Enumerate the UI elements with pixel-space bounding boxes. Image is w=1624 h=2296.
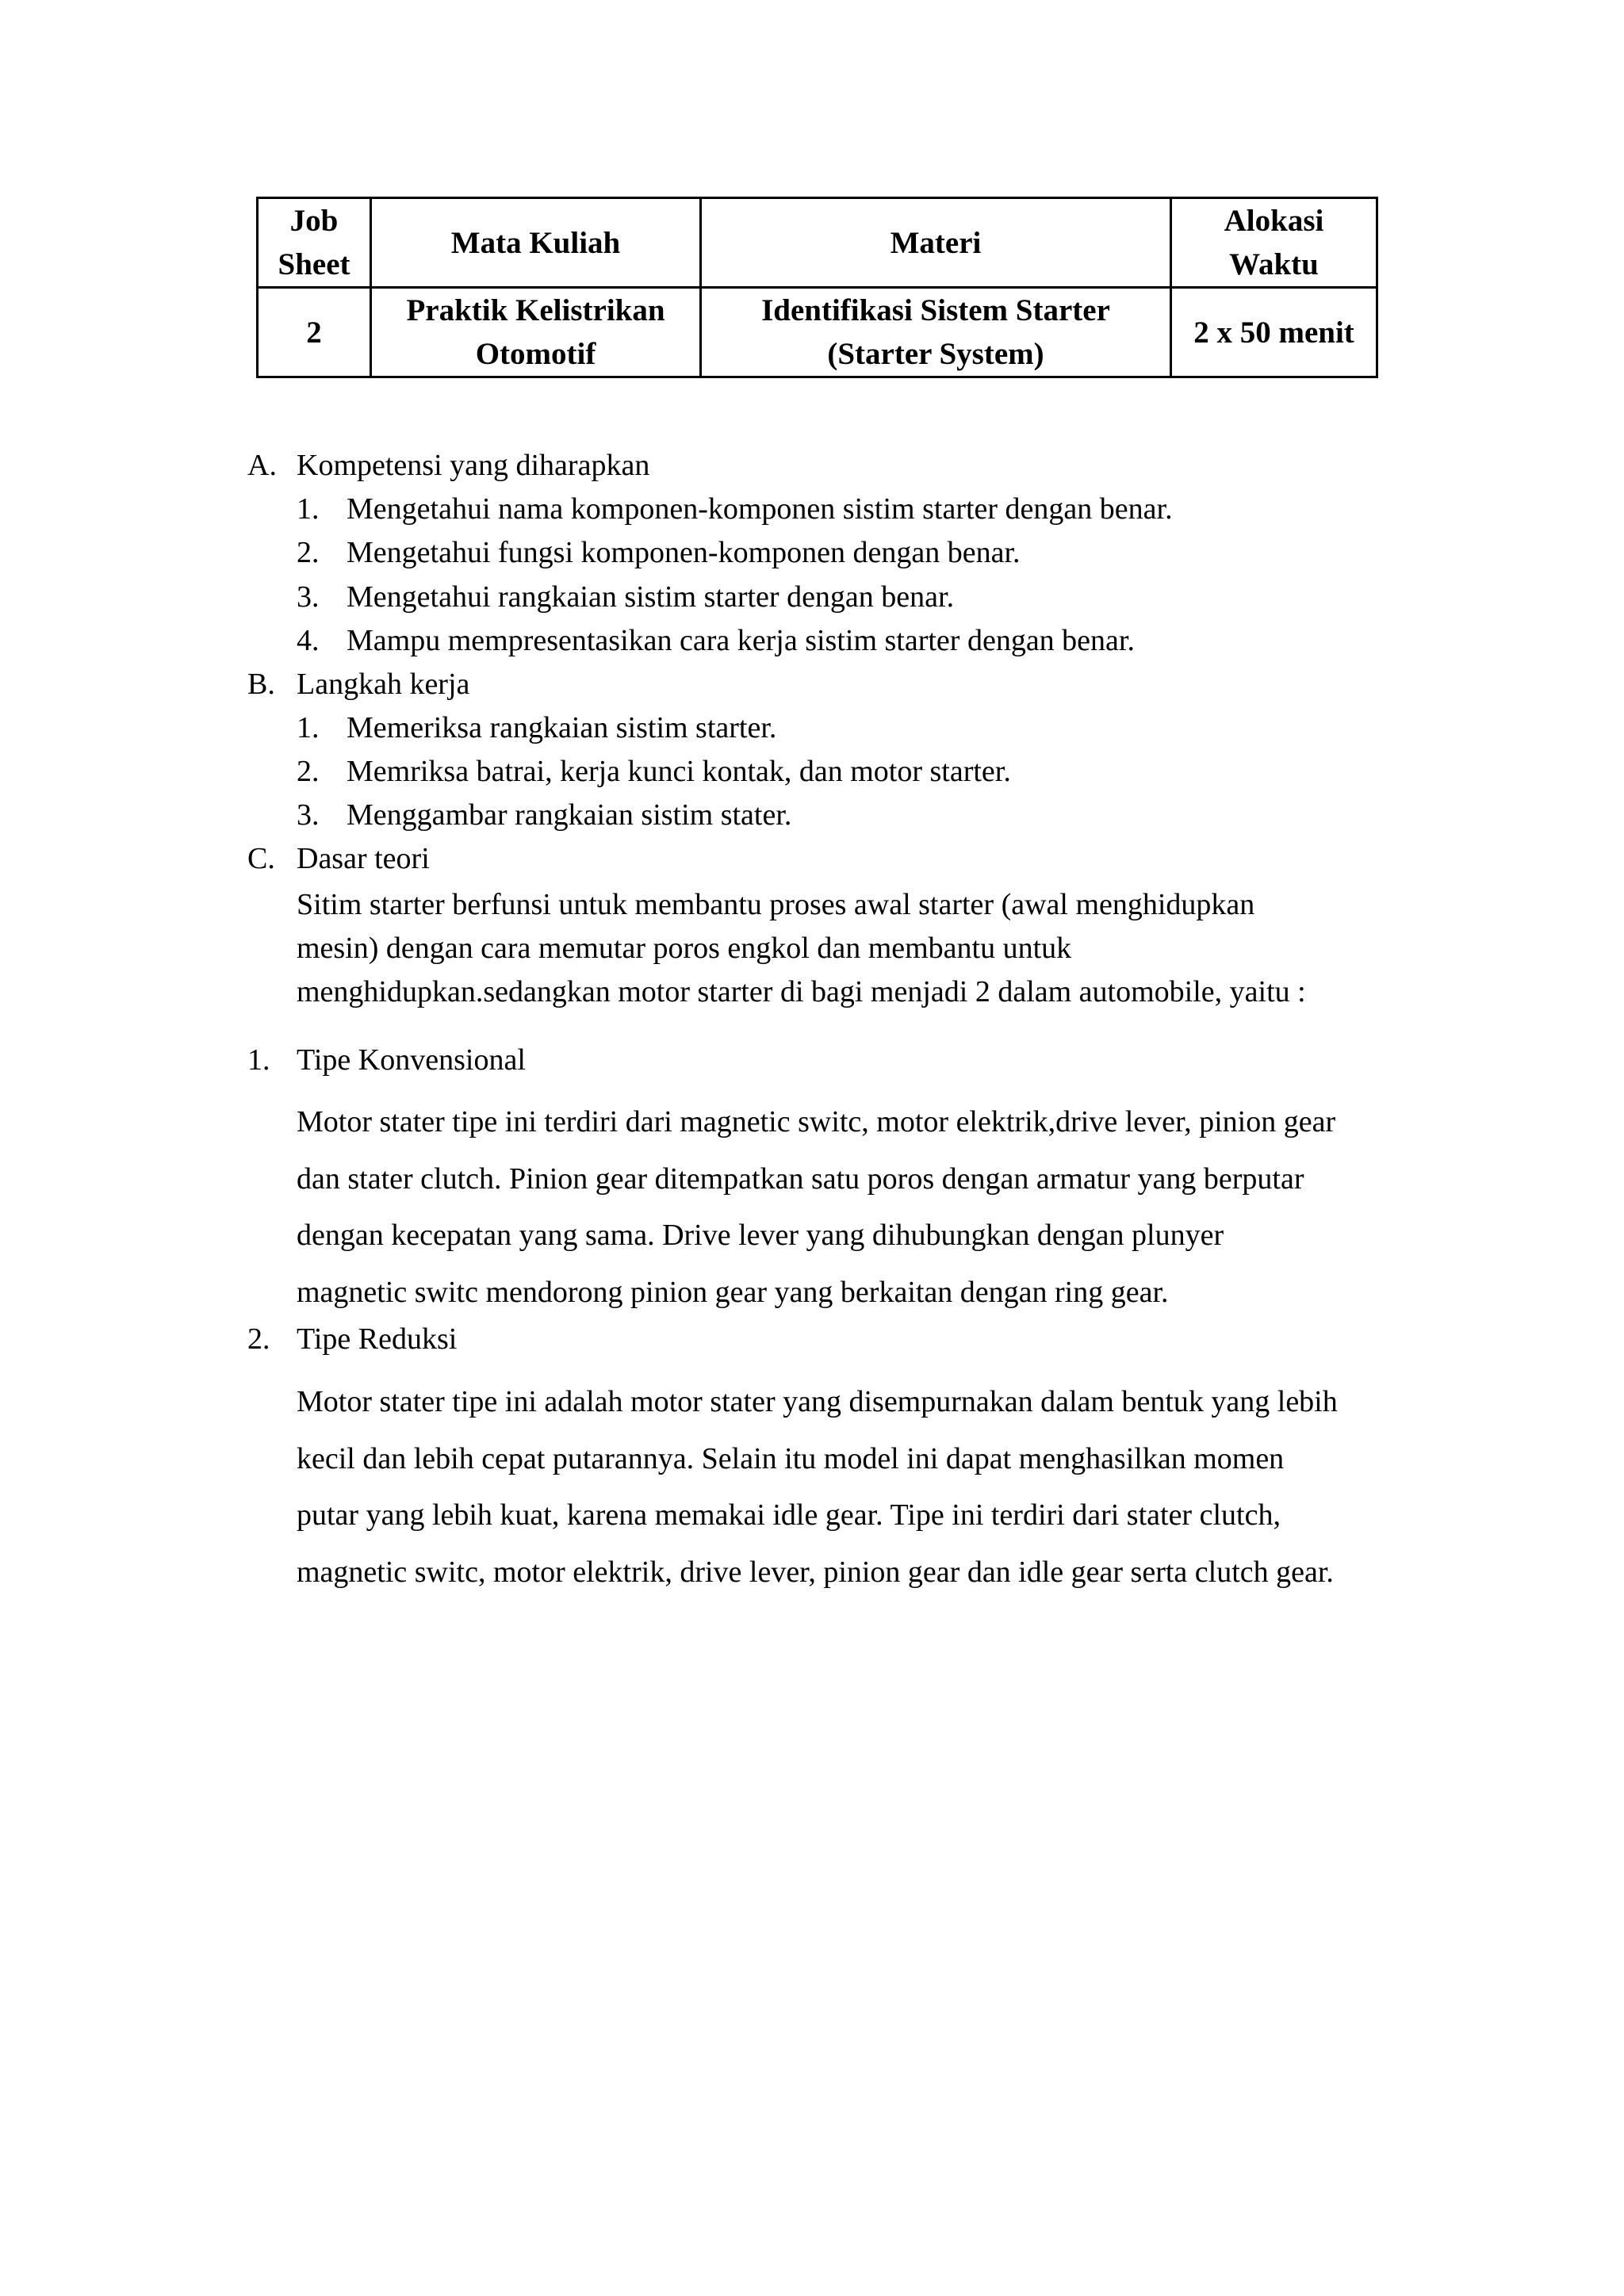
paragraph-line: putar yang lebih kuat, karena memakai idle gear. Tipe ini terdiri dari stater clutch, xyxy=(297,1498,1281,1532)
list-text: Memeriksa rangkaian sistim starter. xyxy=(347,711,777,744)
list-text: Mengetahui nama komponen-komponen sistim starter dengan benar. xyxy=(347,492,1173,526)
section-marker: A. xyxy=(247,449,277,482)
list-text: Memriksa batrai, kerja kunci kontak, dan motor starter. xyxy=(347,755,1011,788)
section-marker: C. xyxy=(247,842,275,875)
type-title: Tipe Reduksi xyxy=(297,1322,458,1356)
type-2-paragraph xyxy=(297,1374,1338,1601)
list-text: Mampu mempresentasikan cara kerja sistim starter dengan benar. xyxy=(347,624,1135,657)
paragraph-line: Motor stater tipe ini adalah motor stater yang disempurnakan dalam bentuk yang lebih xyxy=(297,1385,1338,1418)
header-alokasi-waktu: Alokasi Waktu xyxy=(1171,198,1377,288)
list-number: 3. xyxy=(297,580,320,614)
cell-alokasi-waktu: 2 x 50 menit xyxy=(1171,288,1377,377)
type-title: Tipe Konvensional xyxy=(297,1043,526,1077)
list-number: 1. xyxy=(247,1043,270,1077)
section-title: Kompetensi yang diharapkan xyxy=(297,449,650,482)
paragraph-line: dengan kecepatan yang sama. Drive lever yang dihubungkan dengan plunyer xyxy=(297,1219,1224,1252)
cell-materi: Identifikasi Sistem Starter (Starter System) xyxy=(701,288,1171,377)
list-number: 2. xyxy=(297,755,320,788)
paragraph-line: Motor stater tipe ini terdiri dari magnetic switc, motor elektrik,drive lever, pinion gear xyxy=(297,1105,1336,1138)
paragraph-line: mesin) dengan cara memutar poros engkol dan membantu untuk xyxy=(297,932,1072,965)
job-sheet-table xyxy=(256,197,1378,378)
list-number: 1. xyxy=(297,492,320,526)
header-materi: Materi xyxy=(701,198,1171,288)
paragraph-line: kecil dan lebih cepat putarannya. Selain itu model ini dapat menghasilkan momen xyxy=(297,1441,1285,1475)
paragraph-line: menghidupkan.sedangkan motor starter di bagi menjadi 2 dalam automobile, yaitu : xyxy=(297,975,1306,1008)
section-title: Dasar teori xyxy=(297,842,430,875)
dasar-teori-paragraph xyxy=(297,883,1306,1014)
list-number: 1. xyxy=(297,711,320,744)
list-text: Mengetahui rangkaian sistim starter dengan benar. xyxy=(347,580,955,614)
cell-mata-kuliah: Praktik Kelistrikan Otomotif xyxy=(371,288,701,377)
table-header-row xyxy=(258,198,1377,288)
paragraph-line: dan stater clutch. Pinion gear ditempatkan satu poros dengan armatur yang berputar xyxy=(297,1161,1304,1196)
list-text: Mengetahui fungsi komponen-komponen dengan benar. xyxy=(347,536,1021,569)
table-row xyxy=(258,288,1377,377)
list-number: 3. xyxy=(297,798,320,832)
list-number: 2. xyxy=(297,536,320,569)
paragraph-line: magnetic switc, motor elektrik, drive lever, pinion gear dan idle gear serta clutch gear. xyxy=(297,1555,1334,1589)
section-marker: B. xyxy=(247,668,275,701)
section-title: Langkah kerja xyxy=(297,668,470,701)
list-number: 2. xyxy=(247,1322,270,1356)
header-job-sheet: Job Sheet xyxy=(258,198,371,288)
paragraph-line: magnetic switc mendorong pinion gear yang berkaitan dengan ring gear. xyxy=(297,1275,1169,1309)
cell-job-sheet-number: 2 xyxy=(258,288,371,377)
header-mata-kuliah: Mata Kuliah xyxy=(371,198,701,288)
type-1-paragraph xyxy=(297,1094,1335,1321)
list-text: Menggambar rangkaian sistim stater. xyxy=(347,798,792,832)
paragraph-line: Sitim starter berfunsi untuk membantu proses awal starter (awal menghidupkan xyxy=(297,888,1255,921)
list-number: 4. xyxy=(297,624,320,657)
